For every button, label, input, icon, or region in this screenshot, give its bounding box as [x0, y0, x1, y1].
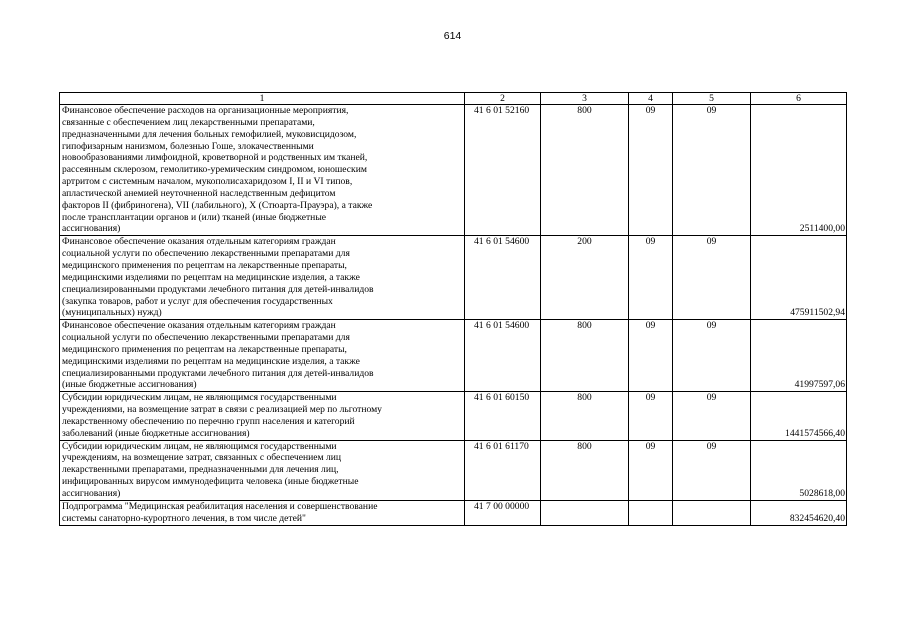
- section: 09: [629, 440, 673, 500]
- table-row: [60, 392, 847, 440]
- item-name: Финансовое обеспечение оказания отдельным категориям граждан социальной услуги по обеспечению лекарственными препаратами для медицинского применения по рецептам на лекарственные препараты, медицинскими изделиями по рецептам на медицинские изделия, а также специализированными продуктами лечебного питания для детей-инвалидов (иные бюджетные ассигнования): [60, 320, 465, 392]
- page-number: 614: [443, 30, 462, 42]
- subsection: [673, 500, 751, 525]
- item-code: 41 6 01 54600: [465, 236, 541, 320]
- item-name: Подпрограмма "Медицинская реабилитация населения и совершенствование системы санаторно-курортного лечения, в том числе детей": [60, 500, 465, 525]
- expense-type: 800: [541, 440, 629, 500]
- expense-type: 800: [541, 320, 629, 392]
- column-number-3: 3: [541, 93, 629, 105]
- column-number-4: 4: [629, 93, 673, 105]
- budget-table: [59, 92, 847, 526]
- table-row: [60, 500, 847, 525]
- item-amount: 832454620,40: [751, 500, 847, 525]
- column-number-6: 6: [751, 93, 847, 105]
- item-name: Финансовое обеспечение расходов на организационные мероприятия, связанные с обеспечением лиц лекарственными препаратами, предназначенными для лечения больных гемофилией, муковисцидозом, гипофизарным нанизмом, болезнью Гоше, злокачественными новообразованиями лимфоидной, кроветворной и родственных им тканей, рассеянным склерозом, гемолитико-уремическим синдромом, юношеским артритом с системным началом, мукополисахаридозом I, II и VI типов, апластической анемией неуточненной наследственным дефицитом факторов II (фибриногена), VII (лабильного), X (Стюарта-Прауэра), а также после трансплантации органов и (или) тканей (иные бюджетные ассигнования): [60, 105, 465, 236]
- item-code: 41 6 01 52160: [465, 105, 541, 236]
- item-code: 41 6 01 54600: [465, 320, 541, 392]
- subsection: 09: [673, 236, 751, 320]
- column-number-2: 2: [465, 93, 541, 105]
- table-row: [60, 440, 847, 500]
- table-row: [60, 105, 847, 236]
- subsection: 09: [673, 320, 751, 392]
- item-name: Субсидии юридическим лицам, не являющимся государственными учреждениями, на возмещение затрат в связи с реализацией мер по льготному лекарственному обеспечению по перечню групп населения и категорий заболеваний (иные бюджетные ассигнования): [60, 392, 465, 440]
- item-amount: 475911502,94: [751, 236, 847, 320]
- item-amount: 2511400,00: [751, 105, 847, 236]
- expense-type: 800: [541, 105, 629, 236]
- section: 09: [629, 236, 673, 320]
- column-number-1: 1: [60, 93, 465, 105]
- section: 09: [629, 320, 673, 392]
- item-amount: 41997597,06: [751, 320, 847, 392]
- item-name: Субсидии юридическим лицам, не являющимся государственными учреждениям, на возмещение затрат, связанных с обеспечением лиц лекарственными препаратами, предназначенными для лечения лиц, инфицированных вирусом иммунодефицита человека (иные бюджетные ассигнования): [60, 440, 465, 500]
- item-code: 41 6 01 61170: [465, 440, 541, 500]
- item-code: 41 6 01 60150: [465, 392, 541, 440]
- subsection: 09: [673, 392, 751, 440]
- section: [629, 500, 673, 525]
- item-amount: 1441574566,40: [751, 392, 847, 440]
- column-number-row: [60, 93, 847, 105]
- expense-type: [541, 500, 629, 525]
- expense-type: 200: [541, 236, 629, 320]
- subsection: 09: [673, 105, 751, 236]
- table-row: [60, 320, 847, 392]
- section: 09: [629, 392, 673, 440]
- item-amount: 5028618,00: [751, 440, 847, 500]
- section: 09: [629, 105, 673, 236]
- table-row: [60, 236, 847, 320]
- item-code: 41 7 00 00000: [465, 500, 541, 525]
- column-number-5: 5: [673, 93, 751, 105]
- subsection: 09: [673, 440, 751, 500]
- expense-type: 800: [541, 392, 629, 440]
- item-name: Финансовое обеспечение оказания отдельным категориям граждан социальной услуги по обеспечению лекарственными препаратами для медицинского применения по рецептам на лекарственные препараты, медицинскими изделиями по рецептам на медицинские изделия, а также специализированными продуктами лечебного питания для детей-инвалидов (закупка товаров, работ и услуг для обеспечения государственных (муниципальных) нужд): [60, 236, 465, 320]
